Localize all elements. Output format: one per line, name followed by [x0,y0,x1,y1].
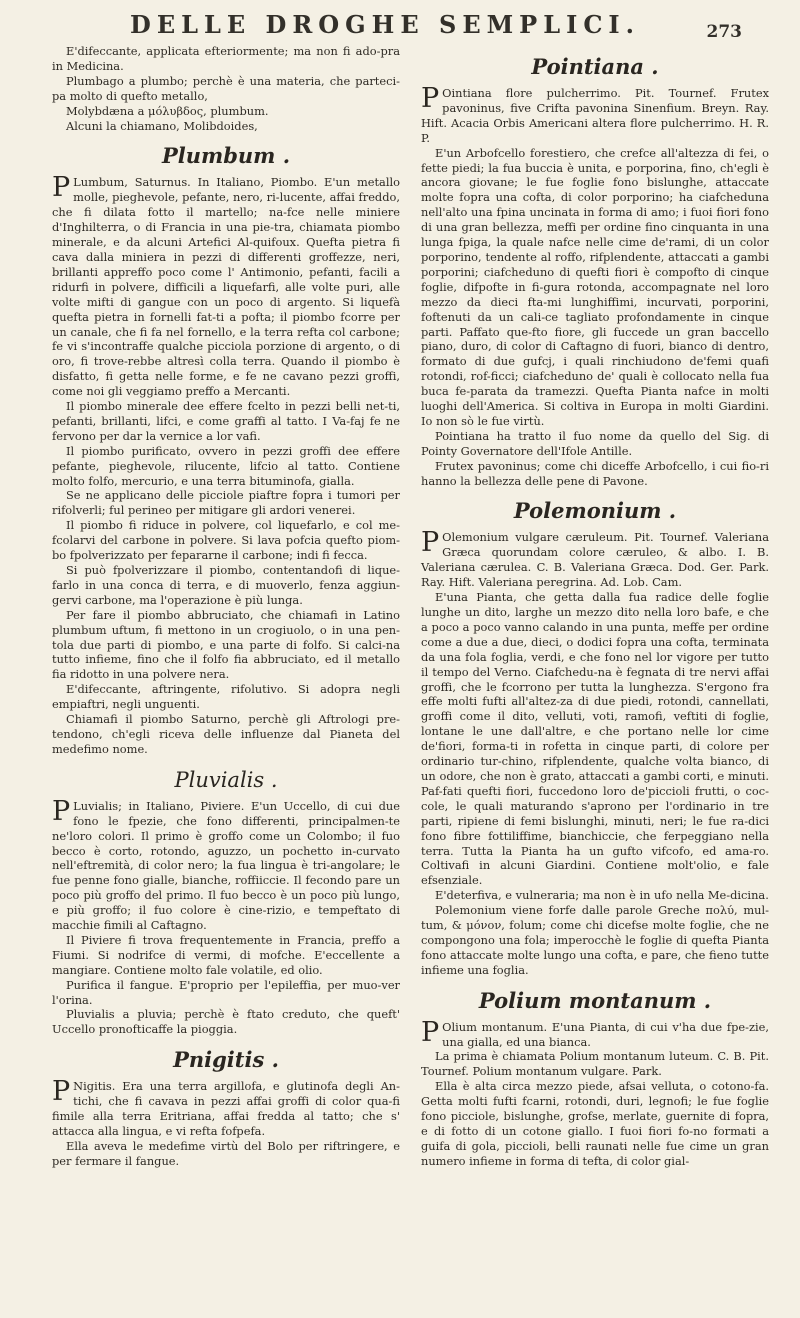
dropcap: P [52,795,71,827]
heading-polium: Polium montanum . [478,987,712,1013]
plumbum-paragraph [52,172,400,399]
pnigitis-text-1: Nigitis. Era una terra argillofa, e glutinofa degli An-tichi, che fi cavava in pezzi affai groffi di color qua-fi fimile alla terra Eritriana, affai fredda al tatto; che s' attacca alla lingua, e vi refta fofpefa. [52,1079,400,1138]
heading-polemonium: Polemonium . [513,498,677,524]
pointiana-text-3: Pointiana ha tratto il fuo nome da quello del Sig. di Pointy Governatore dell'Ifole Antille. [421,428,769,458]
heading-pnigitis: Pnigitis . [173,1047,279,1073]
pluvialis-text-3: Purifica il fangue. E'proprio per l'epileffia, per muo-ver l'orina. [52,977,400,1007]
heading-pluvialis: Pluvialis . [174,767,278,792]
pointiana-text-2: E'un Arbofcello forestiero, che crefce all'altezza di fei, o fette piedi; la fua buccia è unita, e porporina, fino, ch'egli è ancora giovane; le fue foglie fono bislunghe, attaccate molte fopra una cofta, di color porporino; ha ciafcheduna nell'alto una fpina uncinata in forma di amo; i fuoi fiori fono di una gran bellezza, meffi per ordine fino cinquanta in una lunga fpiga, la quale nafce nelle cime de'rami, di un color porporino, tendente al roffo, rifplendente, attaccati a gambi porporini; ciafcheduno di quefti fiori è compofto di cinque foglie, difpofte in fi-gura rotonda, accompagnate nel loro mezzo da dieci fta-mi lunghiffimi, incurvati, porporini, foftenuti da un cali-ce tagliato profondamente in cinque parti. Paffato que-fto fiore, gli fuccede un gran baccello piano, duro, di color di Caftagno di fuori, bianco di dentro, formato di due gufcj, i quali rinchiudono de'femi quafi rotondi, rof-ficci; ciafcheduno de' quali è collocato nella fua buca fe-parata da tramezzi. Quefta Pianta nafce in molti luoghi dell'America. Si coltiva in Europa in molti Giardini. Io non sò le fue virtù. [421,145,769,428]
intro-line-3: Molybdæna a μόλυβδος, plumbum. [66,103,269,118]
dropcap: P [52,1076,71,1108]
dropcap: P [421,1016,440,1048]
plumbum-text-3: Il piombo purificato, ovvero in pezzi groffi dee effere pefante, pieghevole, rilucente, lifcio al tatto. Contiene molto folfo, mercurio, e una terra bituminofa, gialla. [52,443,400,488]
plumbum-text-8: E'difeccante, aftringente, rifolutivo. Si adopra negli empiaftri, negli unguenti. [52,682,400,712]
plumbum-text-4: Se ne applicano delle picciole piaftre fopra i tumori per rifolverli; ful perineo per mitigare gli ardori venerei. [52,488,400,518]
left-column [52,44,400,1169]
plumbum-text-2: Il piombo minerale dee effere fcelto in pezzi belli net-ti, pefanti, brillanti, lifci, e come graffi al tatto. I Va-faj fe ne fervono per dar la vernice a lor vafi. [52,399,400,443]
plumbum-text-9: Chiamafi il piombo Saturno, perchè gli Aftrologi pre-tendono, ch'egli riceva delle influenze dal Pianeta del medefimo nome. [52,712,400,756]
dropcap: P [52,172,71,204]
pluvialis-text-4: Pluvialis a pluvia; perchè è ftato creduto, che queft' Uccello pronofticaffe la pioggia. [52,1007,400,1037]
polemonium-text-2: E'una Pianta, che getta dalla fua radice delle foglie lunghe un dito, larghe un mezzo dito nella loro bafe, e che a poco a poco vanno calando in una punta, meffe per ordine come a due a due, dieci, o dodici fopra una cofta, terminata da una fola foglia, verdi, e che fono nel lor vigore per tutto il tempo del Verno. Ciafchedu-na è fegnata di tre nervi affai groffi, che le fcorrono per tutta la lunghezza. S'ergono fra effe molti fufti all'altez-za di due piedi, rotondi, cannellati, groffi come il dito, velluti, voti, ramofi, veftiti di foglie, lontane le une dall'altre, e che portano nelle lor cime de'fiori, forma-ti in rofetta in cinque parti, di colore per ordinario tur-chino, rifplendente, qualche volta bianco, di un odore, che non è grato, attaccati a gambi corti, e minuti. Paf-fati quefti fiori, fuccedono loro de'piccioli frutti, o coc-cole, le quali maturando s'aprono per l'ordinario in tre parti, ripiene di femi bislunghi, minuti, neri; le fue ra-dici fono fibre fottiliffime, bianchiccie, che ferpeggiano nella terra. Tutta la Pianta ha un gufto vifcofo, ed ama-ro. Coltivafi in alcuni Giardini. Contiene molt'olio, e fale efsenziale. [421,590,769,888]
intro-line-2: Plumbago a plumbo; perchè è una materia, che parteci-pa molto di quefto metallo, [52,73,400,103]
polemonium-text-3: E'deterfiva, e vulneraria; ma non è in ufo nella Me-dicina. [435,888,769,903]
intro-line-4: Alcuni la chiamano, Molibdoides, [66,118,258,133]
plumbum-text-1: Lumbum, Saturnus. In Italiano, Piombo. E'un metallo molle, pieghevole, pefante, nero, ri-lucente, affai freddo, che fi dilata fotto il martello; na-fce nelle miniere d'Inghilterra, o di Francia in una pie-tra, chiamata piombo minerale, e da alcuni Artefici Al-quifoux. Quefta pietra fi cava dalla miniera in pezzi di differenti groffezze, neri, brillanti appreffo poco come l' Antimonio, pefanti, facili a ridurfi in polvere, difficili a liquefarfi, alle volte puri, alle volte mifti di gangue con un poco di argento. Si liquefà quefta pietra in fornelli fat-ti a pofta; il piombo fcorre per un canale, che fi fa nel fornello, e la terra refta col carbone; fe vi s'incontraffe qualche picciola porzione di argento, o di oro, fi trove-rebbe altresì colla terra. Quando il piombo è disfatto, fi getta nelle forme, e fe ne cavano pezzi groffi, come noi gli veggiamo preffo a Mercanti. [52,175,400,399]
polium-text-2: La prima è chiamata Polium montanum luteum. C. B. Pit. Tournef. Polium montanum vulgare. Park. [421,1049,769,1079]
pointiana-text-1: Ointiana flore pulcherrimo. Pit. Tournef. Frutex pavoninus, five Crifta pavonina Sinenfium. Breyn. Ray. Hift. Acacia Orbis Americani altera flore pulcherrimo. H. R. P. [421,86,769,145]
polium-text-3: Ella è alta circa mezzo piede, afsai velluta, o cotono-fa. Getta molti fufti fcarni, rotondi, duri, legnofi; le fue foglie fono picciole, bislunghe, grofse, merlate, guernite di fopra, e di fotto di un cotone giallo. I fuoi fiori fo-no formati a guifa di gola, piccioli, belli raunati nelle fue cime un gran numero infieme in forma di tefta, di color gial- [421,1079,769,1168]
heading-pointiana: Pointiana . [531,54,659,79]
polemonium-text-1: Olemonium vulgare cæruleum. Pit. Tournef. Valeriana Græca quorundam colore cæruleo, & albo. I. B. Valeriana cærulea. C. B. Valeriana Græca. Dod. Ger. Park. Ray. Hift. Valeriana peregrina. Ad. Lob. Cam. [421,530,769,590]
pluvialis-paragraph [52,795,400,933]
pointiana-paragraph [421,83,769,146]
running-head: DELLE DROGHE SEMPLICI. [130,10,641,39]
dropcap: P [421,83,440,114]
pluvialis-text-2: Il Piviere fi trova frequentemente in Francia, preffo a Fiumi. Si nodrifce di vermi, di mofche. E'eccellente a mangiare. Contiene molto fale volatile, ed olio. [52,932,400,977]
polemonium-paragraph [421,527,769,590]
polium-paragraph [421,1016,769,1050]
plumbum-text-7: Per fare il piombo abbruciato, che chiamafi in Latino plumbum uftum, fi mettono in un crogiuolo, o in una pen-tola due parti di piombo, e una parte di folfo. Si calci-na tutto infieme, fino che il folfo fia abbruciato, ed il metallo fia ridotto in una polvere nera. [52,607,400,682]
right-column [421,44,769,1169]
pluvialis-text-1: Luvialis; in Italiano, Piviere. E'un Uccello, di cui due fono le fpezie, che fono differenti, principalmen-te ne'loro colori. Il primo è groffo come un Colombo; il fuo becco è corto, rotondo, aguzzo, un pochetto in-curvato nell'eftremità, di color nero; la fua lingua è tri-angolare; le fue penne fono gialle, bianche, roffiiccie. Il fecondo pare un poco più groffo del primo. Il fuo becco è un poco più lungo, e più groffo; il fuo colore è cine-rizio, e tempeftato di macchie fimili al Caftagno. [52,798,400,933]
plumbum-text-6: Si può fpolverizzare il piombo, contentandofi di lique-farlo in una conca di terra, e di muoverlo, fenza aggiun-gervi carbone, ma l'operazione è più lunga. [52,563,400,607]
pointiana-text-4: Frutex pavoninus; come chi diceffe Arbofcello, i cui fio-ri hanno la bellezza delle pene di Pavone. [421,458,769,488]
polemonium-text-4: Polemonium viene forfe dalle parole Greche πολύ, mul-tum, & μόνον, folum; come chi dicefse molte foglie, che ne compongono una fola; imperocchè le foglie di quefta Pianta fono attaccate molte lungo una cofta, e pare, che fieno tutte infieme una foglia. [421,903,769,977]
plumbum-text-5: Il piombo fi riduce in polvere, col liquefarlo, e col me-fcolarvi del carbone in polvere. Si lava pofcia quefto piom-bo fpolverizzato per fepararne il carbone; indi fi fecca. [52,518,400,563]
page-number: 273 [706,22,742,42]
heading-plumbum: Plumbum . [161,143,291,169]
pnigitis-paragraph [52,1076,400,1139]
polium-text-1: Olium montanum. E'una Pianta, di cui v'ha due fpe-zie, una gialla, ed una bianca. [442,1019,769,1049]
pnigitis-text-2: Ella aveva le medefime virtù del Bolo per riftringere, e per fermare il fangue. [52,1138,400,1168]
intro-line-1: E'difeccante, applicata efteriormente; ma non fi ado-pra in Medicina. [52,44,400,73]
dropcap: P [421,527,440,559]
